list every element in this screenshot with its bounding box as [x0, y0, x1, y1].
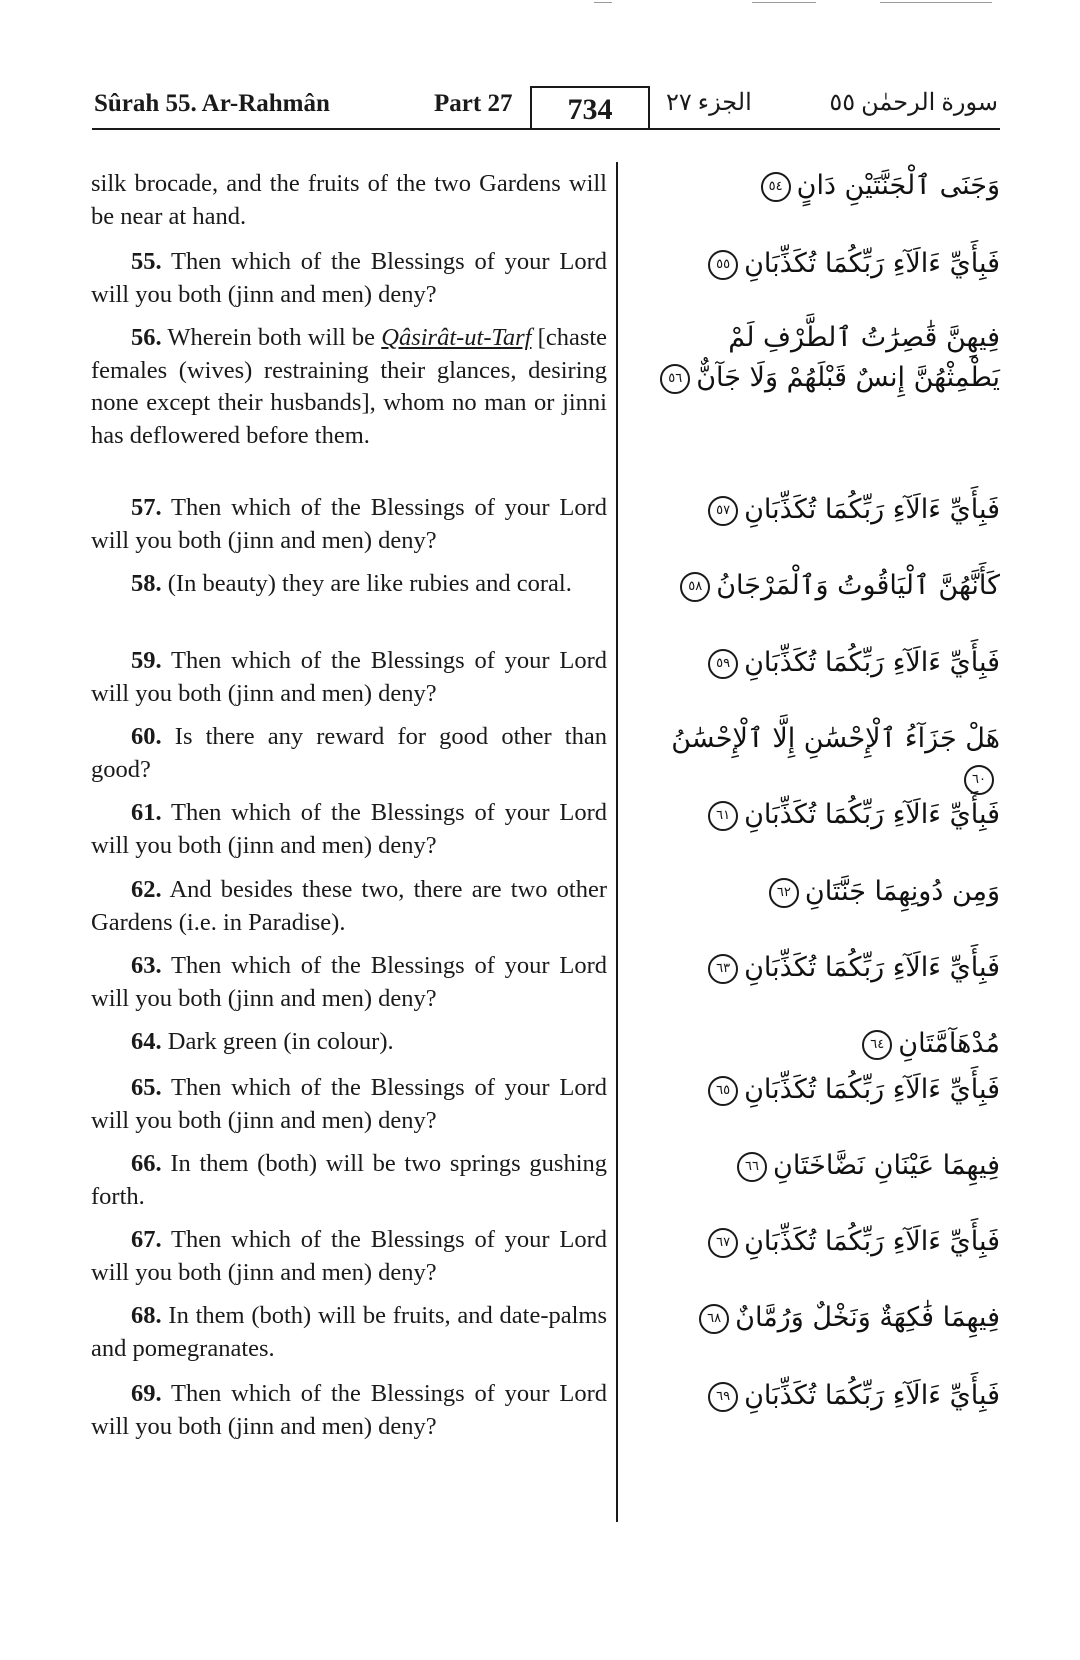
verse-text: Then which of the Blessings of your Lord will you both (jinn and men) deny? — [91, 1226, 607, 1286]
verse-number: 66. — [131, 1150, 162, 1177]
scan-mark — [594, 2, 612, 3]
verse-ar-55 — [636, 244, 1000, 284]
ayah-number-marker: ٦٣ — [708, 954, 738, 984]
verse-ar-59 — [636, 643, 1000, 683]
verse-en-57 — [91, 492, 607, 557]
verse-en-67 — [91, 1224, 607, 1289]
arabic-verse-text: فِيهِنَّ قَٰصِرَٰتُ ٱلطَّرْفِ لَمْ يَطْمِثْهُنَّ إِنسٌ قَبْلَهُمْ وَلَا جَآنٌّ — [696, 322, 1000, 393]
arabic-verse-text: فَبِأَيِّ ءَالَآءِ رَبِّكُمَا تُكَذِّبَانِ — [744, 952, 1000, 983]
verse-ar-67 — [636, 1222, 1000, 1262]
verse-text: Then which of the Blessings of your Lord will you both (jinn and men) deny? — [91, 1074, 607, 1134]
arabic-verse-text: فَبِأَيِّ ءَالَآءِ رَبِّكُمَا تُكَذِّبَانِ — [744, 248, 1000, 279]
verse-text: Is there any reward for good other than good? — [91, 723, 607, 783]
ayah-number-marker: ٦٢ — [769, 878, 799, 908]
verse-text: Then which of the Blessings of your Lord will you both (jinn and men) deny? — [91, 494, 607, 554]
verse-ar-65 — [636, 1070, 1000, 1110]
verse-ar-66 — [636, 1146, 1000, 1186]
verse-text: [chaste females (wives) restraining their glances, desiring none except their husbands], whom no man or jinni has deflowered before them. — [91, 324, 608, 449]
verse-number: 68. — [131, 1302, 162, 1329]
ayah-number-marker: ٥٩ — [708, 649, 738, 679]
verse-text: silk brocade, and the fruits of the two Gardens will be near at hand. — [91, 170, 607, 230]
verse-ar-64 — [636, 1024, 1000, 1064]
arabic-verse-text: فِيهِمَا فَٰكِهَةٌ وَنَخْلٌ وَرُمَّانٌ — [735, 1302, 1000, 1333]
arabic-verse-text: فَبِأَيِّ ءَالَآءِ رَبِّكُمَا تُكَذِّبَانِ — [744, 1074, 1000, 1105]
ayah-number-marker: ٦٧ — [708, 1228, 738, 1258]
verse-number: 56. — [131, 324, 162, 351]
verse-en-63 — [91, 950, 607, 1015]
page-number: 734 — [530, 86, 650, 130]
verse-number: 67. — [131, 1226, 162, 1253]
verse-text: (In beauty) they are like rubies and coral. — [167, 570, 572, 597]
verse-text: In them (both) will be two springs gushing forth. — [91, 1150, 607, 1210]
scan-mark — [752, 2, 816, 3]
part-label-english: Part 27 — [434, 90, 513, 117]
verse-en-56 — [91, 322, 607, 452]
arabic-verse-text: فَبِأَيِّ ءَالَآءِ رَبِّكُمَا تُكَذِّبَانِ — [744, 1380, 1000, 1411]
surah-title-arabic: سورة الرحمٰن ٥٥ — [829, 90, 998, 116]
verse-number: 61. — [131, 799, 162, 826]
verse-ar-58 — [636, 566, 1000, 606]
verse-en-68 — [91, 1300, 607, 1365]
ayah-number-marker: ٦٤ — [862, 1030, 892, 1060]
surah-title-english: Sûrah 55. Ar-Rahmân — [94, 90, 330, 117]
arabic-verse-text: هَلْ جَزَآءُ ٱلْإِحْسَٰنِ إِلَّا ٱلْإِحْسَٰنُ — [671, 723, 1000, 754]
verse-ar-61 — [636, 795, 1000, 835]
arabic-verse-text: فَبِأَيِّ ءَالَآءِ رَبِّكُمَا تُكَذِّبَانِ — [744, 799, 1000, 830]
verse-ar-57 — [636, 490, 1000, 530]
column-divider — [616, 162, 618, 1522]
verse-en-55 — [91, 246, 607, 311]
verse-number: 58. — [131, 570, 162, 597]
arabic-verse-text: وَمِن دُونِهِمَا جَنَّتَانِ — [804, 876, 1000, 907]
arabic-verse-text: فَبِأَيِّ ءَالَآءِ رَبِّكُمَا تُكَذِّبَانِ — [744, 1226, 1000, 1257]
verse-ar-63 — [636, 948, 1000, 988]
arabic-verse-text: وَجَنَى ٱلْجَنَّتَيْنِ دَانٍ — [796, 170, 1000, 201]
verse-number: 55. — [131, 248, 162, 275]
verse-ar-56 — [636, 318, 1000, 398]
verse-en-69 — [91, 1378, 607, 1443]
verse-text: Wherein both will be — [167, 324, 376, 351]
verse-ar-68 — [636, 1298, 1000, 1338]
part-label-arabic: الجزء ٢٧ — [666, 90, 752, 116]
transliteration: Qâsirât-ut-Tarf — [381, 324, 532, 351]
ayah-number-marker: ٦٥ — [708, 1076, 738, 1106]
ayah-number-marker: ٥٧ — [708, 496, 738, 526]
verse-en-65 — [91, 1072, 607, 1137]
page-header — [92, 86, 1000, 130]
verse-number: 65. — [131, 1074, 162, 1101]
verse-text: And besides these two, there are two other Gardens (i.e. in Paradise). — [91, 876, 607, 936]
arabic-verse-text: فَبِأَيِّ ءَالَآءِ رَبِّكُمَا تُكَذِّبَانِ — [744, 647, 1000, 678]
verse-en-64 — [91, 1026, 607, 1059]
verse-number: 69. — [131, 1380, 162, 1407]
ayah-number-marker: ٦٦ — [737, 1152, 767, 1182]
ayah-number-marker: ٦٨ — [699, 1304, 729, 1334]
ayah-number-marker: ٦٠ — [964, 765, 994, 795]
verse-number: 62. — [131, 876, 162, 903]
ayah-number-marker: ٦٩ — [708, 1382, 738, 1412]
verse-number: 64. — [131, 1028, 162, 1055]
verse-text: Then which of the Blessings of your Lord will you both (jinn and men) deny? — [91, 1380, 607, 1440]
ayah-number-marker: ٥٤ — [761, 172, 791, 202]
ayah-number-marker: ٥٦ — [660, 364, 690, 394]
verse-en-60 — [91, 721, 607, 786]
verse-text: Then which of the Blessings of your Lord will you both (jinn and men) deny? — [91, 647, 607, 707]
verse-en-59 — [91, 645, 607, 710]
verse-text: Then which of the Blessings of your Lord will you both (jinn and men) deny? — [91, 799, 607, 859]
verse-text: In them (both) will be fruits, and date-palms and pomegranates. — [91, 1302, 608, 1362]
arabic-verse-text: فِيهِمَا عَيْنَانِ نَضَّاخَتَانِ — [772, 1150, 1000, 1181]
ayah-number-marker: ٦١ — [708, 801, 738, 831]
scan-mark — [880, 2, 992, 3]
verse-en-66 — [91, 1148, 607, 1213]
verse-number: 63. — [131, 952, 162, 979]
verse-text: Dark green (in colour). — [167, 1028, 394, 1055]
arabic-verse-text: فَبِأَيِّ ءَالَآءِ رَبِّكُمَا تُكَذِّبَانِ — [744, 494, 1000, 525]
ayah-number-marker: ٥٨ — [680, 572, 710, 602]
verse-en-58 — [91, 568, 607, 601]
arabic-verse-text: كَأَنَّهُنَّ ٱلْيَاقُوتُ وَٱلْمَرْجَانُ — [716, 570, 1000, 601]
verse-en-61 — [91, 797, 607, 862]
verse-en-54 — [91, 168, 607, 233]
verse-number: 57. — [131, 494, 162, 521]
verse-ar-69 — [636, 1376, 1000, 1416]
arabic-verse-text: مُدْهَآمَّتَانِ — [898, 1028, 1000, 1059]
verse-text: Then which of the Blessings of your Lord will you both (jinn and men) deny? — [91, 248, 607, 308]
verse-text: Then which of the Blessings of your Lord will you both (jinn and men) deny? — [91, 952, 607, 1012]
verse-ar-62 — [636, 872, 1000, 912]
verse-number: 59. — [131, 647, 162, 674]
ayah-number-marker: ٥٥ — [708, 250, 738, 280]
verse-number: 60. — [131, 723, 162, 750]
header-rule — [92, 128, 1000, 130]
verse-ar-54 — [636, 166, 1000, 206]
verse-ar-60 — [636, 719, 1000, 799]
verse-en-62 — [91, 874, 607, 939]
